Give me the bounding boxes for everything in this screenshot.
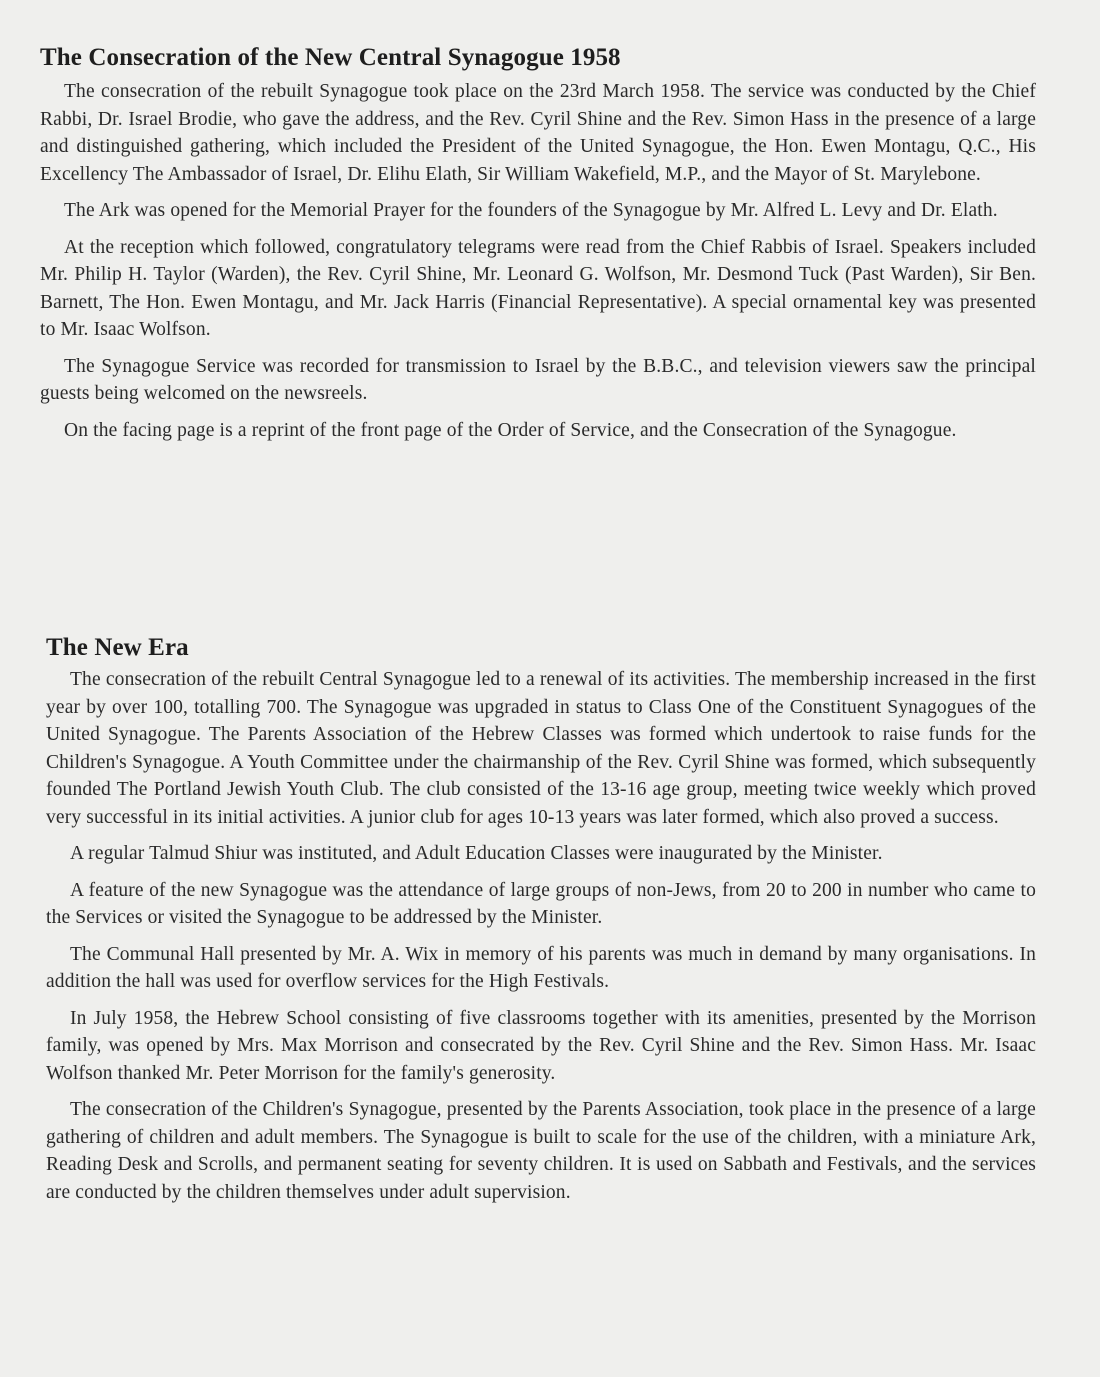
paragraph: The Ark was opened for the Memorial Prayer for the founders of the Synagogue by Mr. Alfred L. Levy and Dr. Elath. <box>64 200 998 221</box>
paragraph: A feature of the new Synagogue was the attendance of large groups of non-Jews, from 20 to 200 in number who came to the Services or visited the Synagogue to be addressed by the Minister. <box>46 879 1036 928</box>
paragraph: On the facing page is a reprint of the front page of the Order of Service, and the Consecration of the Synagogue. <box>64 419 957 441</box>
section-consecration <box>40 44 1036 444</box>
section-title: The Consecration of the New Central Synagogue 1958 <box>40 44 621 71</box>
paragraph: At the reception which followed, congratulatory telegrams were read from the Chief Rabbis of Israel. Speakers included Mr. Philip H. Taylor (Warden), the Rev. Cyril Shine, Mr. Leonard G. Wolfson, Mr. Desmond Tuck (Past Warden), Sir Ben. Barnett, The Hon. Ewen Montagu, and Mr. Jack Harris (Financial Representative). A special ornamental key was presented to Mr. Isaac Wolfson. <box>40 236 1036 340</box>
section-new-era <box>46 634 1036 1206</box>
paragraph: In July 1958, the Hebrew School consisting of five classrooms together with its amenities, presented by the Morrison family, was opened by Mrs. Max Morrison and consecrated by the Rev. Cyril Shine and the Rev. Simon Hass. Mr. Isaac Wolfson thanked Mr. Peter Morrison for the family's generosity. <box>46 1007 1036 1084</box>
paragraph: A regular Talmud Shiur was instituted, and Adult Education Classes were inaugurated by the Minister. <box>70 843 883 864</box>
paragraph: The consecration of the rebuilt Synagogue took place on the 23rd March 1958. The service was conducted by the Chief Rabbi, Dr. Israel Brodie, who gave the address, and the Rev. Cyril Shine and the Rev. Simon Hass in the presence of a large and distinguished gathering, which included the President of the United Synagogue, the Hon. Ewen Montagu, Q.C., His Excellency The Ambassador of Israel, Dr. Elihu Elath, Sir William Wakefield, M.P., and the Mayor of St. Marylebone. <box>40 81 1036 185</box>
paragraph: The Communal Hall presented by Mr. A. Wix in memory of his parents was much in demand by many organisations. In addition the hall was used for overflow services for the High Festivals. <box>46 943 1036 992</box>
paragraph: The consecration of the Children's Synagogue, presented by the Parents Association, took place in the presence of a large gathering of children and adult members. The Synagogue is built to scale for the use of the children, with a miniature Ark, Reading Desk and Scrolls, and permanent seating for seventy children. It is used on Sabbath and Festivals, and the services are conducted by the children themselves under adult supervision. <box>46 1099 1036 1203</box>
paragraph: The consecration of the rebuilt Central Synagogue led to a renewal of its activities. The membership increased in the first year by over 100, totalling 700. The Synagogue was upgraded in status to Class One of the Constituent Synagogues of the United Synagogue. The Parents Association of the Hebrew Classes was formed which undertook to raise funds for the Children's Synagogue. A Youth Committee under the chairmanship of the Rev. Cyril Shine was formed, which subsequently founded The Portland Jewish Youth Club. The club consisted of the 13-16 age group, meeting twice weekly which proved very successful in its initial activities. A junior club for ages 10-13 years was later formed, which also proved a success. <box>46 669 1036 828</box>
section-title: The New Era <box>46 634 189 661</box>
paragraph: The Synagogue Service was recorded for transmission to Israel by the B.B.C., and television viewers saw the principal guests being welcomed on the newsreels. <box>40 355 1036 404</box>
